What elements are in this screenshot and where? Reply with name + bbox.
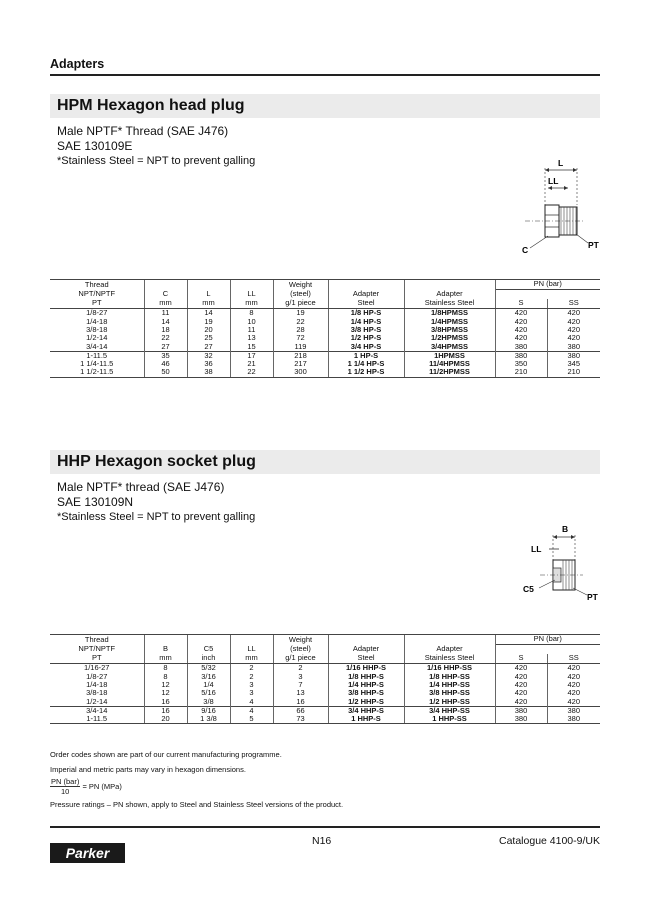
hdr-weight: Weight [273,635,328,645]
formula-denominator: 10 [61,787,70,796]
hdr-l-unit: mm [187,299,230,309]
hdr-c5-unit: inch [187,654,230,664]
hhp-stainless-note: *Stainless Steel = NPT to prevent galling [57,511,256,523]
cell-ll: 15 [230,343,273,352]
cell-thread: 1/2-14 [86,333,108,343]
hdr-ll-unit: mm [230,299,273,309]
cell-ll: 4 [230,706,273,715]
hdr-ll-unit: mm [230,654,273,664]
cell-dim2: 5/32 [187,664,230,673]
hdr-pn-s: S [495,654,547,664]
cell-pn-s: 420 [495,334,547,342]
cell-thread: 3/8-18 [86,324,108,334]
cell-steel-code: 1/2 HP-S [328,334,404,342]
cell-ss-code: 3/4HPMSS [404,343,495,352]
cell-pn-s: 420 [495,318,547,326]
cell-ll: 2 [230,673,273,681]
cell-weight: 22 [273,318,328,326]
cell-ll: 11 [230,326,273,334]
cell-ll: 22 [230,368,273,377]
cell-weight: 2 [273,664,328,673]
hhp-sae-code: SAE 130109N [57,495,134,509]
cell-steel-code: 1 1/2 HP-S [328,368,404,377]
hpm-dim-c: C [522,245,529,255]
cell-steel-code: 1/8 HHP-S [328,673,404,681]
hdr-thread: Thread [50,280,144,290]
cell-pn-ss: 420 [547,334,600,342]
cell-ll: 8 [230,309,273,318]
cell-thread: 1 1/2-11.5 [50,368,144,377]
cell-ss-code: 1/8HPMSS [404,309,495,318]
hhp-dim-ll: LL [531,544,542,554]
cell-pn-s: 380 [495,715,547,724]
hdr-weight-unit: g/1 piece [273,654,328,664]
cell-dim1: 16 [144,706,187,715]
cell-dim1: 11 [144,309,187,318]
hdr-pn-ss: SS [547,654,600,664]
hdr-pn: PN (bar) [495,635,600,645]
note-imperial-metric: Imperial and metric parts may vary in hexagon dimensions. [50,765,246,774]
cell-dim2: 20 [187,326,230,334]
hdr-adapter: Adapter [328,645,404,654]
cell-ss-code: 3/8HPMSS [404,326,495,334]
cell-dim1: 46 [144,360,187,368]
cell-ll: 2 [230,664,273,673]
hdr-thread: Thread [50,635,144,645]
cell-dim2: 14 [187,309,230,318]
cell-dim2: 5/16 [187,689,230,697]
hhp-dim-b: B [562,524,569,534]
hdr-ll: LL [230,645,273,654]
cell-dim2: 3/8 [187,698,230,707]
catalogue-number: Catalogue 4100-9/UK [499,835,600,847]
cell-steel-code: 3/4 HHP-S [328,706,404,715]
hpm-dim-l: L [558,158,564,168]
cell-pn-s: 420 [495,326,547,334]
cell-weight: 28 [273,326,328,334]
cell-thread: 1/8-27 [86,308,108,318]
header-rule [50,74,600,76]
hdr-c-unit: mm [144,299,187,309]
cell-weight: 73 [273,715,328,724]
hdr-l: L [187,290,230,299]
parker-logo: Parker [50,843,125,863]
note-order-codes: Order codes shown are part of our current manufacturing programme. [50,750,282,759]
cell-thread: 1/8-27 [86,671,108,681]
hdr-steel: (steel) [273,290,328,299]
cell-dim2: 27 [187,343,230,352]
cell-ss-code: 1HPMSS [404,351,495,360]
cell-ll: 3 [230,689,273,697]
cell-ss-code: 1 HHP-SS [404,715,495,724]
cell-steel-code: 1/8 HP-S [328,309,404,318]
cell-dim1: 8 [144,664,187,673]
cell-dim1: 16 [144,698,187,707]
cell-steel-code: 1/4 HHP-S [328,681,404,689]
cell-thread: 1/2-14 [86,696,108,706]
cell-steel-code: 3/8 HP-S [328,326,404,334]
cell-ss-code: 1/2 HHP-SS [404,698,495,707]
cell-ss-code: 1/2HPMSS [404,334,495,342]
hdr-pt: PT [50,299,144,309]
cell-dim1: 22 [144,334,187,342]
cell-steel-code: 1/2 HHP-S [328,698,404,707]
hhp-title: HHP Hexagon socket plug [57,453,256,470]
cell-dim1: 20 [144,715,187,724]
hdr-adapter-ss: Adapter [404,645,495,654]
cell-dim1: 12 [144,689,187,697]
cell-pn-ss: 380 [547,351,600,360]
hdr-weight: Weight [273,280,328,290]
cell-thread: 1/4-18 [86,316,108,326]
cell-ll: 5 [230,715,273,724]
cell-ss-code: 1/16 HHP-SS [404,664,495,673]
cell-weight: 300 [273,368,328,377]
cell-ss-code: 1/4HPMSS [404,318,495,326]
cell-dim2: 25 [187,334,230,342]
cell-thread: 3/4-14 [50,706,144,715]
note-pressure-ratings: Pressure ratings – PN shown, apply to Steel and Stainless Steel versions of the product. [50,800,344,809]
cell-weight: 119 [273,343,328,352]
cell-pn-ss: 420 [547,664,600,673]
cell-weight: 19 [273,309,328,318]
cell-ss-code: 1/8 HHP-SS [404,673,495,681]
cell-pn-s: 420 [495,689,547,697]
hpm-spec-table [50,279,600,378]
cell-ss-code: 11/2HPMSS [404,368,495,377]
cell-pn-ss: 420 [547,326,600,334]
cell-ll: 21 [230,360,273,368]
cell-weight: 7 [273,681,328,689]
cell-ss-code: 1/4 HHP-SS [404,681,495,689]
cell-weight: 13 [273,689,328,697]
cell-dim2: 1 3/8 [187,715,230,724]
cell-dim2: 19 [187,318,230,326]
cell-steel-code: 1/16 HHP-S [328,664,404,673]
cell-ss-code: 3/4 HHP-SS [404,706,495,715]
hdr-pn: PN (bar) [495,280,600,290]
cell-ss-code: 3/8 HHP-SS [404,689,495,697]
cell-dim1: 12 [144,681,187,689]
cell-pn-s: 420 [495,309,547,318]
cell-dim2: 36 [187,360,230,368]
hdr-steel-label: Steel [328,299,404,309]
hdr-weight-unit: g/1 piece [273,299,328,309]
hhp-plug-diagram [515,520,605,605]
cell-pn-s: 420 [495,664,547,673]
cell-dim2: 9/16 [187,706,230,715]
cell-steel-code: 1/4 HP-S [328,318,404,326]
hdr-b: B [144,645,187,654]
cell-dim2: 32 [187,351,230,360]
cell-thread: 3/8-18 [86,688,108,698]
cell-pn-s: 420 [495,698,547,707]
cell-pn-s: 350 [495,360,547,368]
cell-thread: 1-11.5 [50,715,144,724]
formula-result: = PN (MPa) [82,782,122,791]
hdr-npt: NPT/NPTF [78,288,116,298]
cell-pn-ss: 380 [547,715,600,724]
cell-pn-ss: 380 [547,706,600,715]
cell-steel-code: 1 1/4 HP-S [328,360,404,368]
hdr-steel-label: Steel [328,654,404,664]
cell-thread: 3/4-14 [86,341,108,351]
cell-pn-s: 420 [495,681,547,689]
cell-ss-code: 11/4HPMSS [404,360,495,368]
cell-steel-code: 1 HHP-S [328,715,404,724]
hpm-sae-code: SAE 130109E [57,139,133,153]
cell-pn-s: 380 [495,706,547,715]
cell-dim1: 18 [144,326,187,334]
hdr-ll: LL [230,290,273,299]
hdr-steel: (steel) [273,645,328,654]
hhp-thread-spec: Male NPTF* thread (SAE J476) [57,480,225,494]
formula-numerator: PN (bar) [51,777,80,786]
cell-weight: 217 [273,360,328,368]
hpm-dim-ll: LL [548,176,559,186]
cell-dim1: 27 [144,343,187,352]
hpm-thread-spec: Male NPTF* Thread (SAE J476) [57,124,229,138]
cell-ll: 17 [230,351,273,360]
cell-pn-ss: 420 [547,673,600,681]
hdr-pn-ss: SS [547,299,600,309]
cell-pn-s: 380 [495,343,547,352]
hdr-ss-label: Stainless Steel [404,299,495,309]
cell-ll: 10 [230,318,273,326]
hdr-c5: C5 [187,645,230,654]
cell-weight: 218 [273,351,328,360]
hhp-dim-c5: C5 [523,584,534,594]
cell-pn-s: 380 [495,351,547,360]
hpm-dim-pt: PT [588,240,599,250]
cell-weight: 66 [273,706,328,715]
cell-thread: 1/4-18 [86,679,108,689]
note-pn-formula [50,777,122,796]
cell-thread: 1/16-27 [84,663,110,673]
cell-pn-ss: 380 [547,343,600,352]
cell-pn-ss: 420 [547,698,600,707]
table-row [50,715,600,724]
cell-dim2: 3/16 [187,673,230,681]
cell-pn-s: 420 [495,673,547,681]
cell-pn-s: 210 [495,368,547,377]
hdr-pt: PT [50,654,144,664]
page-number: N16 [312,835,332,847]
cell-thread: 1 1/4-11.5 [80,359,114,369]
cell-pn-ss: 420 [547,689,600,697]
cell-weight: 16 [273,698,328,707]
cell-dim1: 35 [144,351,187,360]
cell-dim2: 1/4 [187,681,230,689]
table-row [50,368,600,377]
hhp-dim-pt: PT [587,592,598,602]
hdr-ss-label: Stainless Steel [404,654,495,664]
hpm-title: HPM Hexagon head plug [57,97,245,114]
cell-pn-ss: 210 [547,368,600,377]
cell-weight: 72 [273,334,328,342]
hpm-plug-diagram [510,150,610,260]
hhp-spec-table [50,634,600,724]
hdr-adapter: Adapter [328,290,404,299]
hdr-b-unit: mm [144,654,187,664]
cell-steel-code: 3/8 HHP-S [328,689,404,697]
cell-pn-ss: 345 [547,360,600,368]
cell-steel-code: 3/4 HP-S [328,343,404,352]
cell-dim1: 8 [144,673,187,681]
cell-weight: 3 [273,673,328,681]
cell-pn-ss: 420 [547,309,600,318]
cell-pn-ss: 420 [547,318,600,326]
hdr-c: C [144,290,187,299]
cell-thread: 1-11.5 [50,351,144,360]
cell-ll: 3 [230,681,273,689]
section-title: Adapters [50,57,105,71]
cell-pn-ss: 420 [547,681,600,689]
cell-dim1: 50 [144,368,187,377]
cell-ll: 4 [230,698,273,707]
cell-steel-code: 1 HP-S [328,351,404,360]
hdr-pn-s: S [495,299,547,309]
hdr-adapter-ss: Adapter [404,290,495,299]
cell-dim2: 38 [187,368,230,377]
cell-dim1: 14 [144,318,187,326]
cell-ll: 13 [230,334,273,342]
hpm-stainless-note: *Stainless Steel = NPT to prevent galling [57,155,256,167]
footer-rule [50,826,600,828]
hdr-npt: NPT/NPTF [78,643,116,653]
